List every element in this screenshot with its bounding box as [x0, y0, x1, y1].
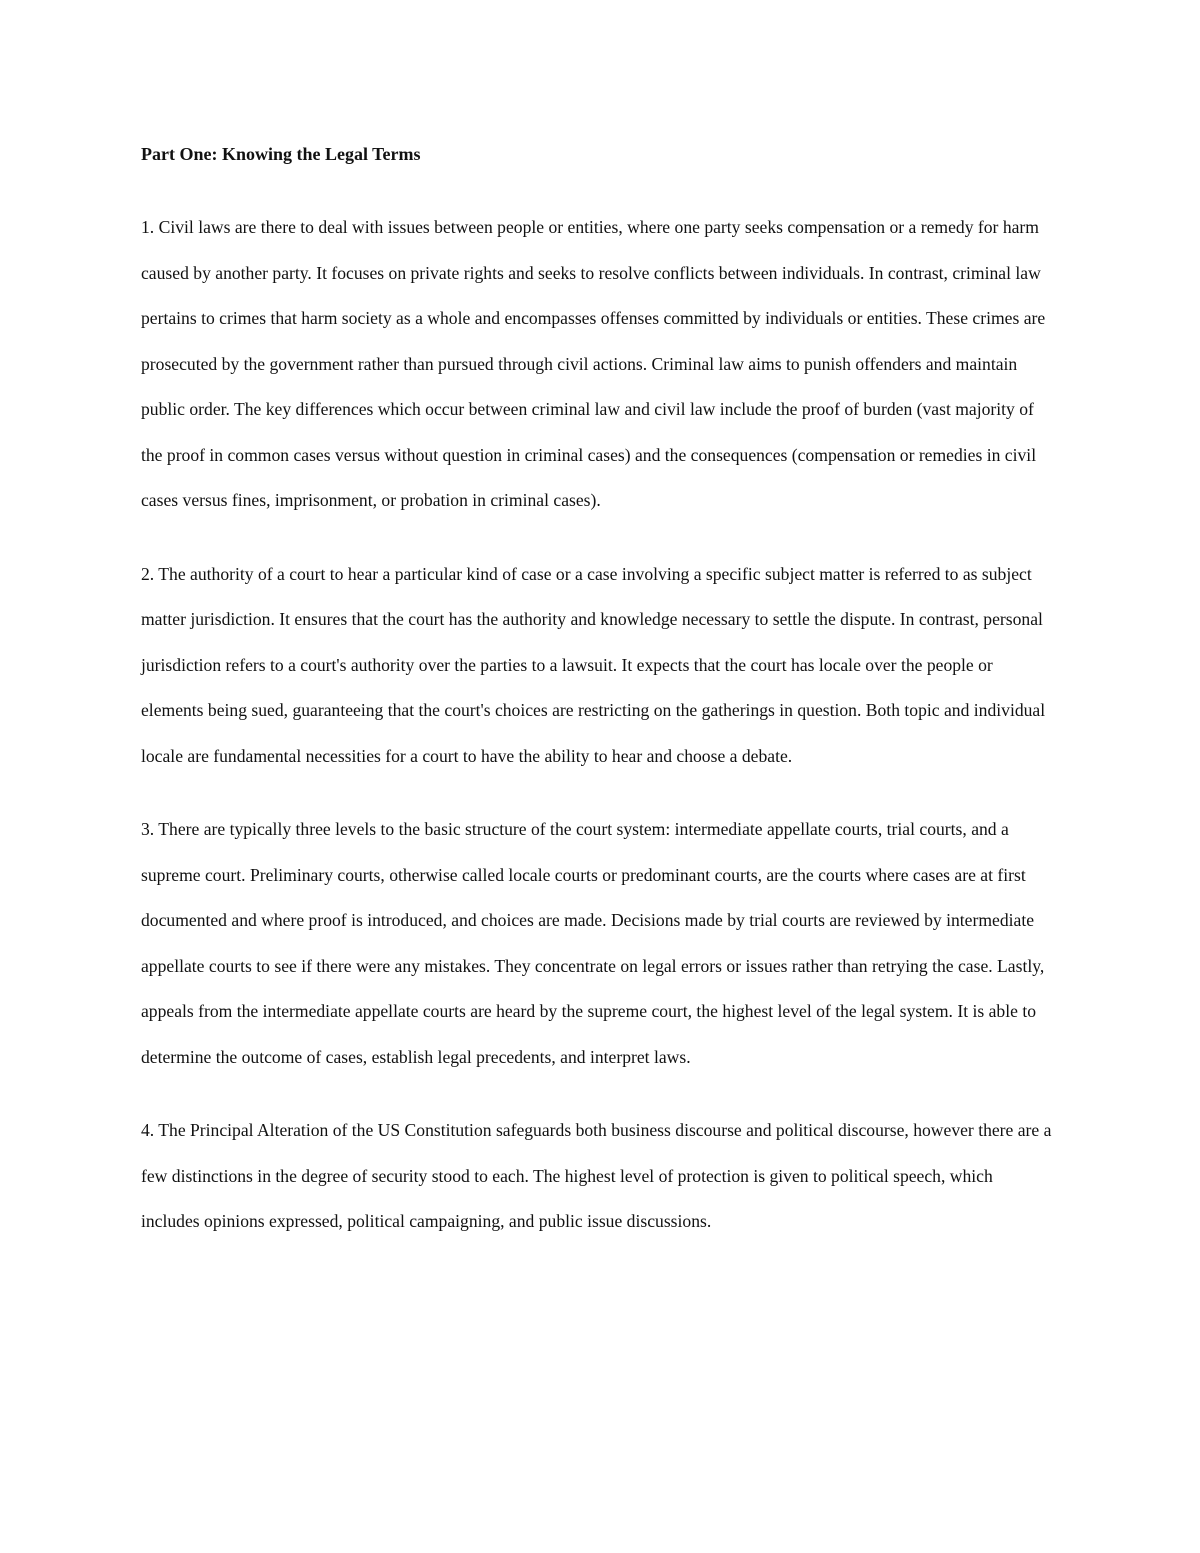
- paragraph-1: 1. Civil laws are there to deal with issues between people or entities, where one party seeks compensation or a remedy for harm caused by another party. It focuses on private rights and seeks to resolve conflicts between individuals. In contrast, criminal law pertains to crimes that harm society as a whole and encompasses offenses committed by individuals or entities. These crimes are prosecuted by the government rather than pursued through civil actions. Criminal law aims to punish offenders and maintain public order. The key differences which occur between criminal law and civil law include the proof of burden (vast majority of the proof in common cases versus without question in criminal cases) and the consequences (compensation or remedies in civil cases versus fines, imprisonment, or probation in criminal cases).: [141, 217, 1046, 510]
- paragraph-3: 3. There are typically three levels to the basic structure of the court system: intermediate appellate courts, trial courts, and a supreme court. Preliminary courts, otherwise called locale courts or predominant courts, are the courts where cases are at first documented and where proof is introduced, and choices are made. Decisions made by trial courts are reviewed by intermediate appellate courts to see if there were any mistakes. They concentrate on legal errors or issues rather than retrying the case. Lastly, appeals from the intermediate appellate courts are heard by the supreme court, the highest level of the legal system. It is able to determine the outcome of cases, establish legal precedents, and interpret laws.: [141, 819, 1045, 1067]
- paragraph-2: 2. The authority of a court to hear a particular kind of case or a case involving a specific subject matter is referred to as subject matter jurisdiction. It ensures that the court has the authority and knowledge necessary to settle the dispute. In contrast, personal jurisdiction refers to a court's authority over the parties to a lawsuit. It expects that the court has locale over the people or elements being sued, guaranteeing that the court's choices are restricting on the gatherings in question. Both topic and individual locale are fundamental necessities for a court to have the ability to hear and choose a debate.: [141, 563, 1046, 766]
- document-body: [141, 139, 1053, 1245]
- section-heading: Part One: Knowing the Legal Terms: [141, 144, 421, 164]
- paragraph-4: 4. The Principal Alteration of the US Constitution safeguards both business discourse and political discourse, however there are a few distinctions in the degree of security stood to each. The highest level of protection is given to political speech, which includes opinions expressed, political campaigning, and public issue discussions.: [141, 1120, 1052, 1231]
